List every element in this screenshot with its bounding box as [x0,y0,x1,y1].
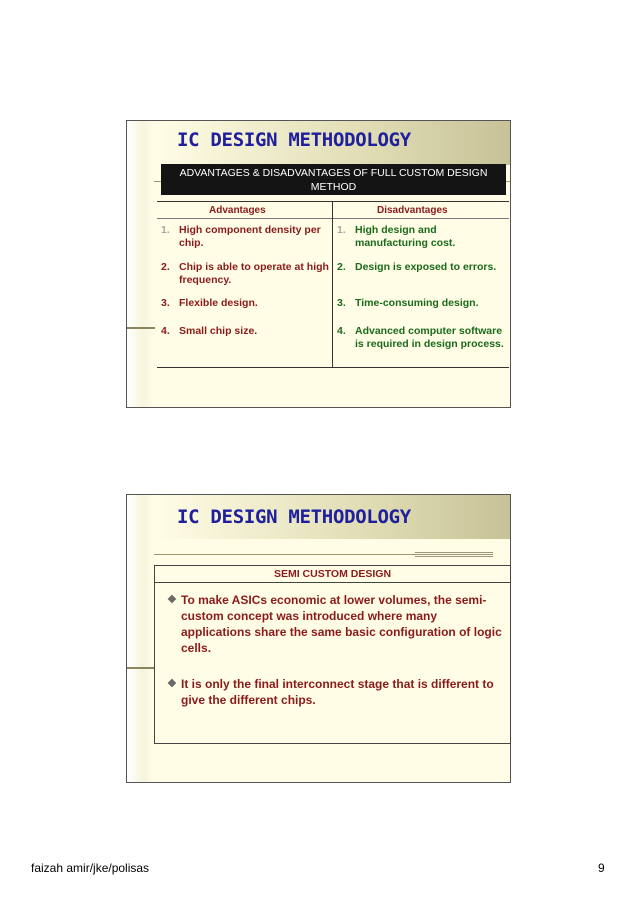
slide-left-band [127,121,154,407]
left-stub-line [127,327,155,329]
hatch-decoration [415,552,493,558]
advantage-item: 1. High component density per chip. [161,224,321,249]
disadvantage-item: 1. High design and manufacturing cost. [337,224,456,249]
column-header-advantages: Advantages [209,205,266,216]
header-row-line [157,218,509,219]
advantage-item: 3. Flexible design. [161,297,258,309]
disadvantage-item: 2. Design is exposed to errors. [337,261,497,273]
column-header-disadvantages: Disadvantages [377,205,448,216]
section-banner [161,164,506,195]
slide-left-band [127,495,154,782]
slide-title: IC DESIGN METHODOLOGY [177,129,411,151]
page-number: 9 [598,861,605,875]
footer-author: faizah amir/jke/polisas [31,861,150,875]
advantage-item: 4. Small chip size. [161,325,258,337]
left-stub-line [127,667,155,669]
box-header: SEMI CUSTOM DESIGN [155,566,510,583]
banner-line-1: ADVANTAGES & DISADVANTAGES OF FULL CUSTOM DESIGN [179,167,488,179]
slide-full-custom [126,120,511,408]
column-divider [332,202,333,367]
slide-semi-custom [126,494,511,783]
semi-custom-box [154,565,511,744]
diamond-bullet-icon: ❖ [167,594,177,606]
banner-line-2: METHOD [310,181,357,193]
slide-title: IC DESIGN METHODOLOGY [177,506,411,528]
advantage-item: 2. Chip is able to operate at high frequency. [161,261,329,286]
bullet-item: ❖ To make ASICs economic at lower volumes, the semi-custom concept was introduced where many applications share the same basic configuration of logic cells. [167,593,502,655]
advantages-table [157,201,509,368]
diamond-bullet-icon: ❖ [167,678,177,690]
bullet-item: ❖ It is only the final interconnect stage that is different to give the different chips. [167,677,494,707]
disadvantage-item: 4. Advanced computer software is required in design process. [337,325,504,350]
disadvantage-item: 3. Time-consuming design. [337,297,479,309]
